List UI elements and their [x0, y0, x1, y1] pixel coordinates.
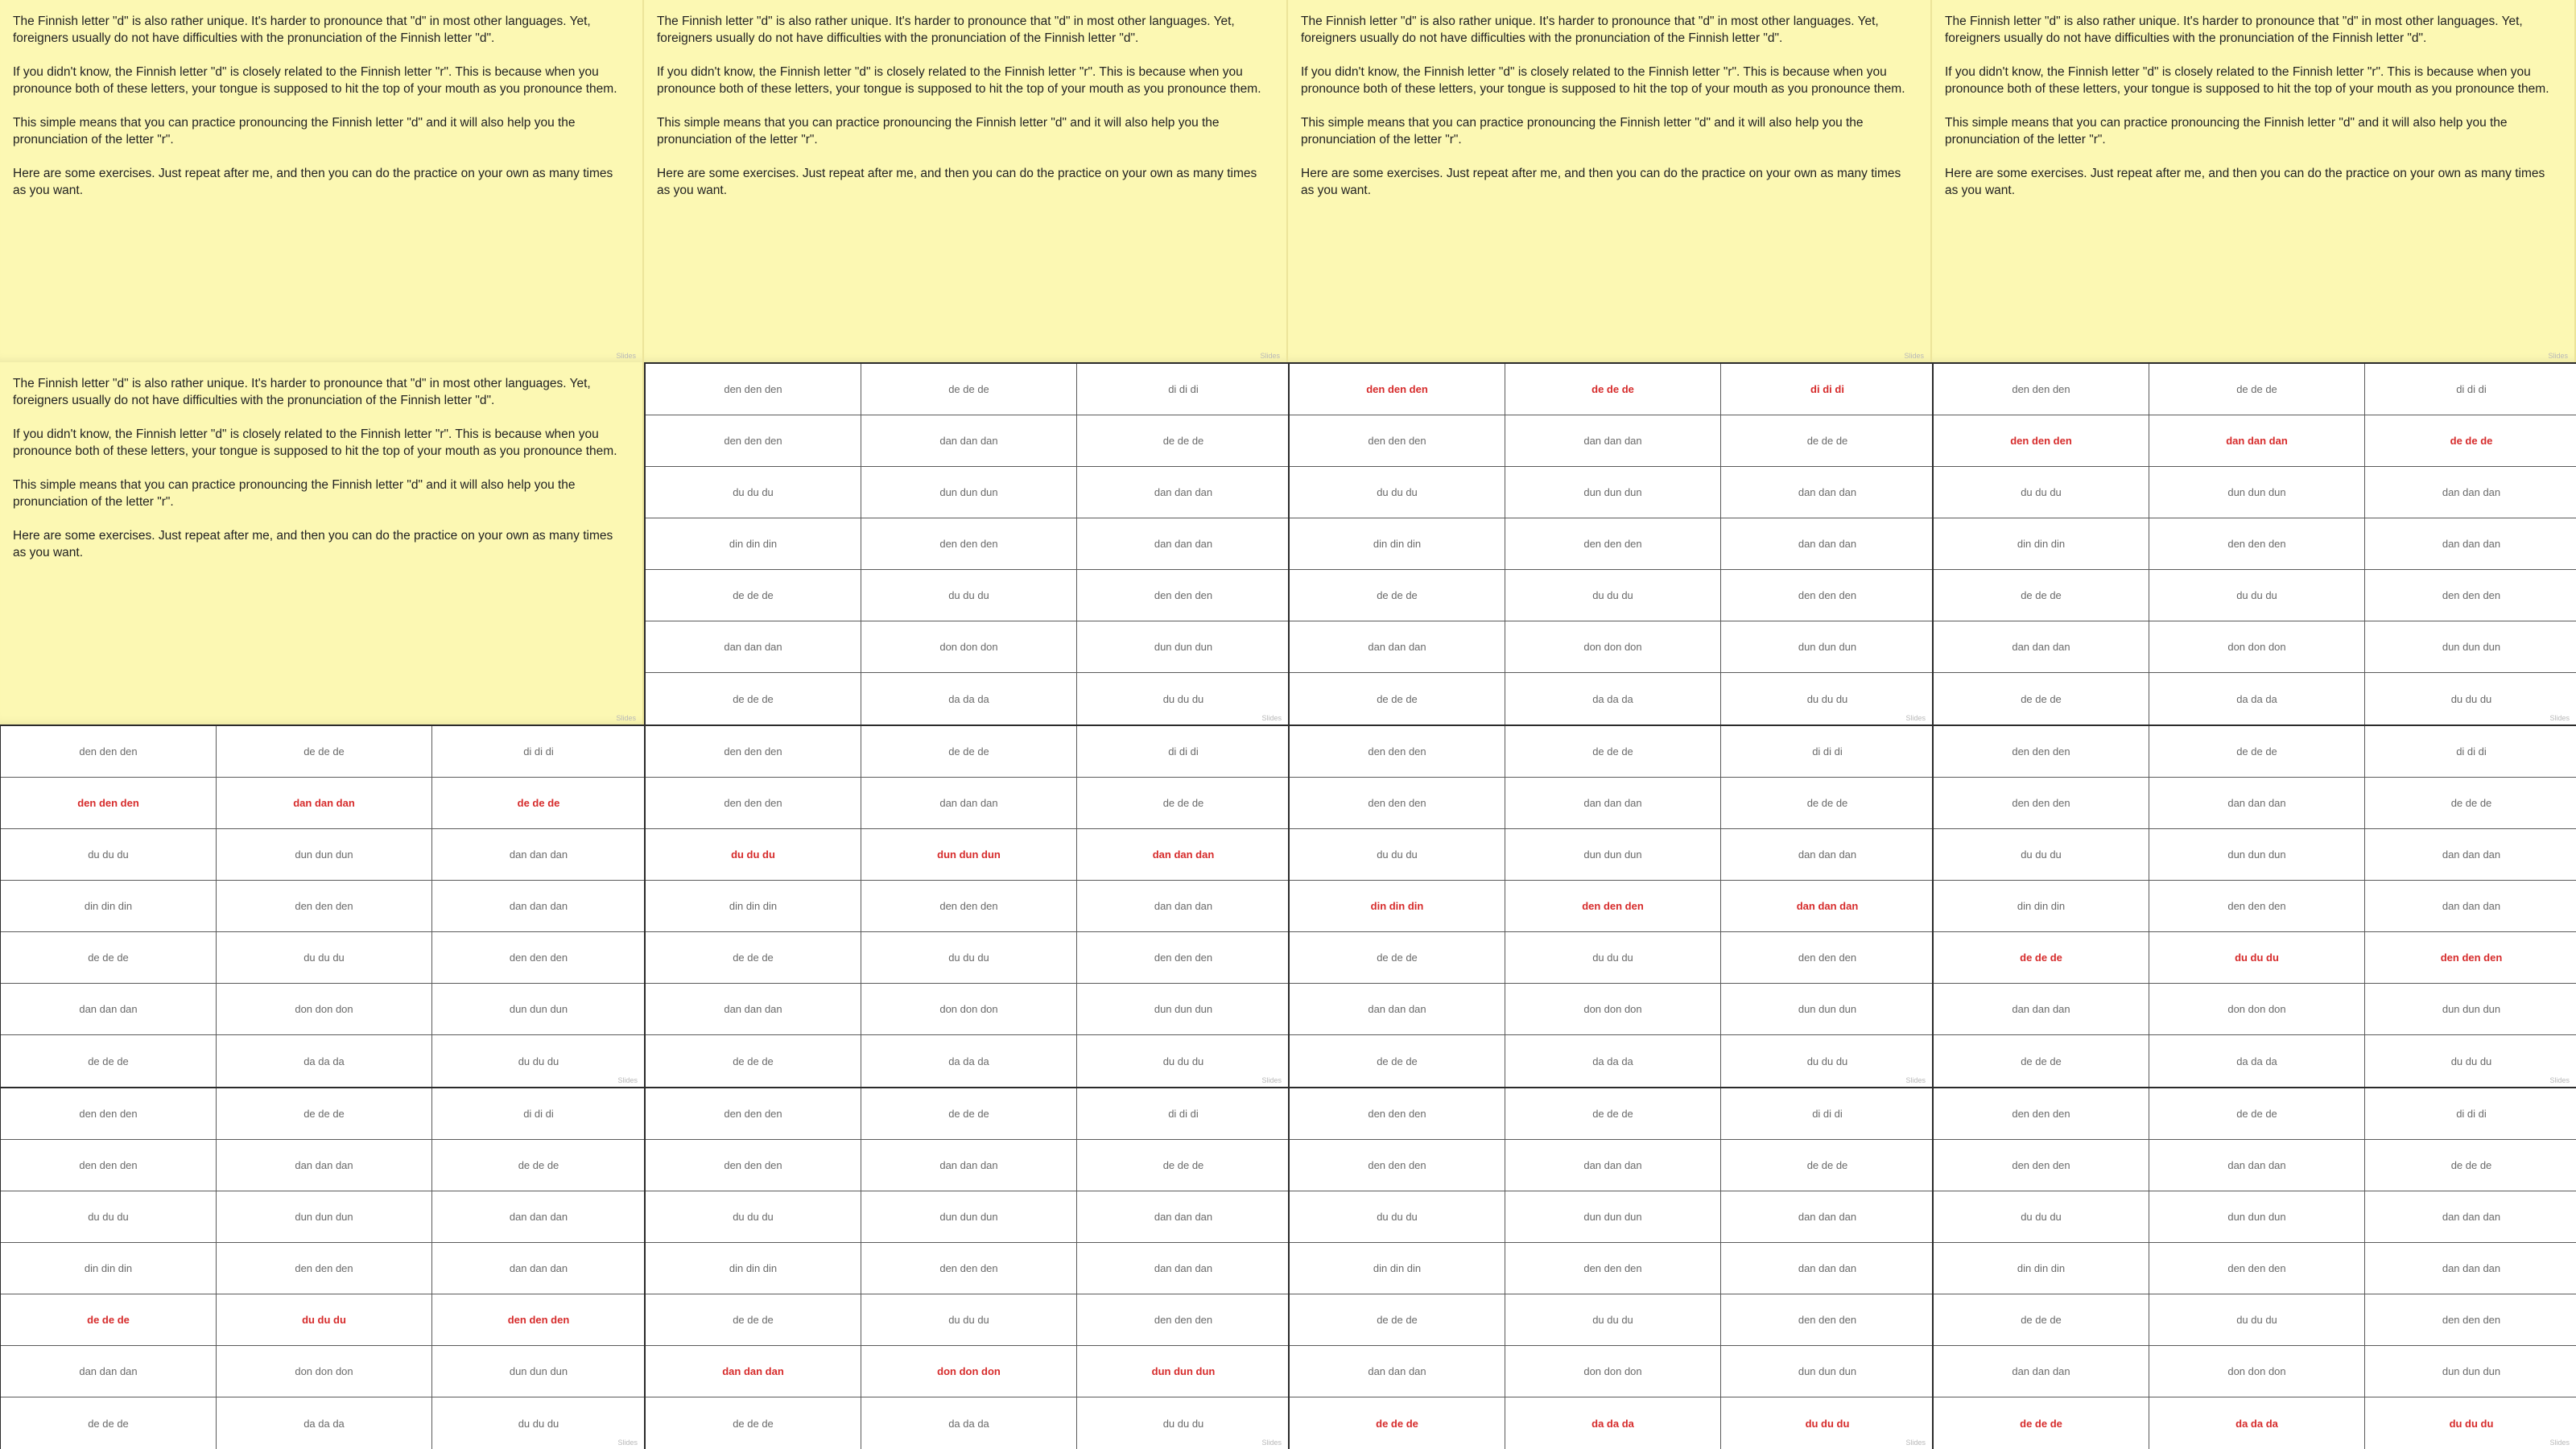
syllable-table [1, 726, 644, 1087]
table-cell: dun dun dun [2365, 1346, 2576, 1397]
table-slide-thumbnail[interactable] [1288, 362, 1932, 724]
table-cell: din din din [646, 518, 861, 570]
table-cell: da da da [2149, 1397, 2365, 1449]
table-cell: du du du [518, 1417, 559, 1430]
table-cell: de de de [1077, 1140, 1288, 1191]
table-cell: dun dun dun [2365, 621, 2576, 673]
note-text: The Finnish letter "d" is also rather unique. It's harder to pronounce that "d" in most other languages. Yet, foreigners usually do not have difficulties with the pronunciation of the Finnish letter "d". If you didn't know, the Finnish letter "d" is closely related to the Finnish letter "r". This is because when you pronounce both of these letters, your tongue is supposed to hit the top of your mouth as you pronounce them. This simple means that you can practice pronouncing the Finnish letter "d" and it will also help you the pronunciation of the letter "r". Here are some exercises. Just repeat after me, and then you can do the practice on your own as many times as you want. [1301, 14, 1905, 197]
table-cell: de de de [1290, 1294, 1505, 1346]
table-cell: du du du [217, 1294, 432, 1346]
table-cell: de de de [1290, 1035, 1505, 1087]
table-cell: du du du [1934, 1191, 2149, 1243]
table-slide-thumbnail[interactable] [1932, 1087, 2576, 1449]
table-cell: da da da [1505, 1035, 1721, 1087]
table-cell: dan dan dan [1721, 881, 1932, 932]
table-cell: de de de [2149, 1088, 2365, 1140]
table-cell: dan dan dan [1505, 778, 1721, 829]
table-cell: den den den [1934, 778, 2149, 829]
table-cell: da da da [861, 673, 1077, 724]
syllable-table [646, 364, 1288, 724]
table-cell: don don don [2149, 621, 2365, 673]
table-slide-thumbnail[interactable] [644, 362, 1288, 724]
table-cell: dun dun dun [1077, 984, 1288, 1035]
table-cell: dun dun dun [861, 467, 1077, 518]
table-cell: du du du [1290, 467, 1505, 518]
table-cell: da da da [217, 1035, 432, 1087]
table-cell: dan dan dan [2365, 1191, 2576, 1243]
table-cell: dan dan dan [1290, 984, 1505, 1035]
table-cell: de de de [217, 726, 432, 778]
table-cell: dan dan dan [1, 1346, 217, 1397]
table-cell: don don don [2149, 1346, 2365, 1397]
table-cell: dan dan dan [1934, 1346, 2149, 1397]
table-cell: de de de [2365, 1140, 2576, 1191]
table-cell: di di di [432, 726, 644, 778]
watermark-label: Slides [2548, 352, 2568, 360]
table-cell: den den den [2149, 881, 2365, 932]
table-cell: dan dan dan [1077, 467, 1288, 518]
table-cell: din din din [646, 1243, 861, 1294]
syllable-table [1, 1088, 644, 1449]
table-cell: da da da [1505, 673, 1721, 724]
table-cell: de de de [1721, 778, 1932, 829]
table-cell: dun dun dun [1077, 1346, 1288, 1397]
table-slide-thumbnail[interactable] [644, 724, 1288, 1087]
table-cell: den den den [1, 778, 217, 829]
table-cell: den den den [2365, 570, 2576, 621]
table-cell: de de de [1934, 1035, 2149, 1087]
table-cell: dan dan dan [432, 1191, 644, 1243]
watermark-label: Slides [1261, 714, 1282, 722]
table-cell: den den den [646, 726, 861, 778]
table-cell: de de de [1, 1035, 217, 1087]
table-cell: de de de [1077, 778, 1288, 829]
table-cell: de de de [1934, 570, 2149, 621]
table-cell: den den den [1, 1088, 217, 1140]
watermark-label: Slides [1261, 1439, 1282, 1447]
syllable-table [1934, 364, 2576, 724]
table-cell: du du du [1162, 692, 1204, 705]
syllable-table [1290, 1088, 1932, 1449]
table-cell: dan dan dan [1721, 1191, 1932, 1243]
table-cell: de de de [1934, 1294, 2149, 1346]
table-cell: den den den [1290, 1140, 1505, 1191]
note-slide-thumbnail[interactable] [0, 362, 644, 724]
table-cell: di di di [432, 1088, 644, 1140]
syllable-table [1934, 726, 2576, 1087]
table-cell: dan dan dan [2365, 467, 2576, 518]
table-cell: den den den [646, 778, 861, 829]
table-cell: de de de [1290, 570, 1505, 621]
table-cell: din din din [1934, 881, 2149, 932]
table-cell: di di di [1721, 1088, 1932, 1140]
table-cell: du du du [1934, 829, 2149, 881]
table-cell: di di di [1721, 364, 1932, 415]
table-cell: den den den [1290, 778, 1505, 829]
watermark-label: Slides [1905, 1439, 1926, 1447]
table-cell: de de de [1505, 1088, 1721, 1140]
table-cell: du du du [217, 932, 432, 984]
table-slide-thumbnail[interactable] [1288, 724, 1932, 1087]
table-cell: de de de [432, 1140, 644, 1191]
note-text: The Finnish letter "d" is also rather unique. It's harder to pronounce that "d" in most other languages. Yet, foreigners usually do not have difficulties with the pronunciation of the Finnish letter "d". If you didn't know, the Finnish letter "d" is closely related to the Finnish letter "r". This is because when you pronounce both of these letters, your tongue is supposed to hit the top of your mouth as you pronounce them. This simple means that you can practice pronouncing the Finnish letter "d" and it will also help you the pronunciation of the letter "r". Here are some exercises. Just repeat after me, and then you can do the practice on your own as many times as you want. [13, 377, 617, 559]
table-cell: dun dun dun [1721, 621, 1932, 673]
syllable-table [646, 726, 1288, 1087]
table-cell: don don don [861, 984, 1077, 1035]
table-cell: den den den [1505, 881, 1721, 932]
table-cell: dun dun dun [2149, 467, 2365, 518]
table-cell: din din din [1290, 518, 1505, 570]
table-cell: de de de [1505, 364, 1721, 415]
table-cell: du du du [2450, 692, 2492, 705]
table-cell: dan dan dan [646, 1346, 861, 1397]
table-cell: de de de [646, 673, 861, 724]
table-cell: de de de [1934, 1397, 2149, 1449]
table-slide-thumbnail[interactable] [644, 1087, 1288, 1449]
table-cell: du du du [1290, 1191, 1505, 1243]
table-cell: dan dan dan [2365, 829, 2576, 881]
table-cell: de de de [1721, 415, 1932, 467]
table-cell: den den den [2365, 932, 2576, 984]
table-cell: don don don [2149, 984, 2365, 1035]
table-cell: du du du [1, 1191, 217, 1243]
table-slide-thumbnail[interactable] [0, 1087, 644, 1449]
table-cell: dun dun dun [432, 984, 644, 1035]
watermark-label: Slides [1905, 1076, 1926, 1084]
table-cell: dan dan dan [1077, 518, 1288, 570]
table-cell: dan dan dan [1721, 467, 1932, 518]
table-cell: de de de [646, 570, 861, 621]
table-cell: de de de [2365, 415, 2576, 467]
table-cell: dun dun dun [1505, 467, 1721, 518]
table-cell: dun dun dun [861, 1191, 1077, 1243]
table-cell: dan dan dan [646, 984, 861, 1035]
table-cell: di di di [1077, 1088, 1288, 1140]
table-cell: dan dan dan [1290, 1346, 1505, 1397]
table-cell: din din din [646, 881, 861, 932]
table-cell: dan dan dan [1077, 1243, 1288, 1294]
table-cell: din din din [1, 1243, 217, 1294]
table-cell: dan dan dan [1505, 415, 1721, 467]
table-cell: dan dan dan [1721, 1243, 1932, 1294]
table-cell: di di di [1721, 726, 1932, 778]
table-cell: den den den [1, 1140, 217, 1191]
table-cell: den den den [2149, 1243, 2365, 1294]
table-cell: den den den [861, 1243, 1077, 1294]
table-cell: di di di [2365, 726, 2576, 778]
table-slide-thumbnail[interactable] [0, 724, 644, 1087]
watermark-label: Slides [1261, 1076, 1282, 1084]
table-cell: don don don [217, 1346, 432, 1397]
table-cell: dun dun dun [1505, 1191, 1721, 1243]
table-cell: dan dan dan [432, 1243, 644, 1294]
table-cell: du du du [1806, 1055, 1848, 1067]
table-cell: du du du [1162, 1055, 1204, 1067]
table-cell: dan dan dan [1721, 829, 1932, 881]
table-cell: dan dan dan [1077, 829, 1288, 881]
table-cell: du du du [646, 829, 861, 881]
table-cell: den den den [1505, 1243, 1721, 1294]
table-cell: din din din [1290, 1243, 1505, 1294]
table-cell: den den den [1721, 1294, 1932, 1346]
table-cell: den den den [1290, 415, 1505, 467]
table-cell: den den den [1934, 1140, 2149, 1191]
table-cell: dan dan dan [432, 829, 644, 881]
table-cell: den den den [1077, 1294, 1288, 1346]
table-cell: da da da [1505, 1397, 1721, 1449]
table-cell: du du du [1, 829, 217, 881]
table-cell: dan dan dan [2149, 415, 2365, 467]
table-cell: du du du [861, 932, 1077, 984]
table-cell: din din din [1, 881, 217, 932]
table-cell: den den den [2365, 1294, 2576, 1346]
table-cell: dan dan dan [217, 778, 432, 829]
note-slide-thumbnail[interactable] [0, 0, 644, 362]
table-cell: da da da [2149, 1035, 2365, 1087]
table-cell: dan dan dan [1077, 1191, 1288, 1243]
table-cell: dan dan dan [1721, 518, 1932, 570]
watermark-label: Slides [2549, 1076, 2570, 1084]
table-cell: den den den [861, 518, 1077, 570]
table-cell: den den den [646, 1140, 861, 1191]
table-cell: don don don [217, 984, 432, 1035]
note-slide-thumbnail[interactable] [644, 0, 1288, 362]
note-text: The Finnish letter "d" is also rather unique. It's harder to pronounce that "d" in most other languages. Yet, foreigners usually do not have difficulties with the pronunciation of the Finnish letter "d". If you didn't know, the Finnish letter "d" is closely related to the Finnish letter "r". This is because when you pronounce both of these letters, your tongue is supposed to hit the top of your mouth as you pronounce them. This simple means that you can practice pronouncing the Finnish letter "d" and it will also help you the pronunciation of the letter "r". Here are some exercises. Just repeat after me, and then you can do the practice on your own as many times as you want. [657, 14, 1261, 197]
table-cell: dan dan dan [1077, 881, 1288, 932]
table-cell: de de de [1290, 932, 1505, 984]
table-cell: de de de [217, 1088, 432, 1140]
table-cell: di di di [1077, 726, 1288, 778]
table-cell: den den den [217, 881, 432, 932]
table-cell: du du du [646, 1191, 861, 1243]
table-cell: den den den [1934, 364, 2149, 415]
table-cell: de de de [1, 932, 217, 984]
table-cell: din din din [1290, 881, 1505, 932]
note-text: The Finnish letter "d" is also rather unique. It's harder to pronounce that "d" in most other languages. Yet, foreigners usually do not have difficulties with the pronunciation of the Finnish letter "d". If you didn't know, the Finnish letter "d" is closely related to the Finnish letter "r". This is because when you pronounce both of these letters, your tongue is supposed to hit the top of your mouth as you pronounce them. This simple means that you can practice pronouncing the Finnish letter "d" and it will also help you the pronunciation of the letter "r". Here are some exercises. Just repeat after me, and then you can do the practice on your own as many times as you want. [13, 14, 617, 197]
table-cell: den den den [2149, 518, 2365, 570]
table-cell: du du du [2449, 1417, 2494, 1430]
table-cell: du du du [646, 467, 861, 518]
table-cell: da da da [861, 1397, 1077, 1449]
table-cell: don don don [1505, 984, 1721, 1035]
table-cell: dun dun dun [861, 829, 1077, 881]
table-cell: dan dan dan [2365, 518, 2576, 570]
table-cell: de de de [1721, 1140, 1932, 1191]
table-cell: du du du [861, 1294, 1077, 1346]
table-cell: de de de [861, 726, 1077, 778]
table-cell: dan dan dan [646, 621, 861, 673]
table-cell: de de de [2149, 364, 2365, 415]
table-cell: de de de [646, 932, 861, 984]
table-cell: du du du [1934, 467, 2149, 518]
table-cell: du du du [1805, 1417, 1850, 1430]
table-cell: du du du [1505, 932, 1721, 984]
table-cell: da da da [2149, 673, 2365, 724]
table-cell: don don don [861, 621, 1077, 673]
table-cell: de de de [1505, 726, 1721, 778]
table-cell: de de de [1077, 415, 1288, 467]
table-cell: dun dun dun [217, 829, 432, 881]
table-cell: den den den [1934, 726, 2149, 778]
table-cell: di di di [2365, 364, 2576, 415]
table-cell: dan dan dan [2149, 1140, 2365, 1191]
table-cell: de de de [1290, 673, 1505, 724]
table-cell: dun dun dun [217, 1191, 432, 1243]
table-cell: dan dan dan [2149, 778, 2365, 829]
table-cell: de de de [1, 1397, 217, 1449]
table-cell: du du du [518, 1055, 559, 1067]
table-cell: den den den [217, 1243, 432, 1294]
note-slide-thumbnail[interactable] [1932, 0, 2576, 362]
table-cell: du du du [1505, 570, 1721, 621]
watermark-label: Slides [1904, 352, 1924, 360]
table-cell: den den den [1077, 570, 1288, 621]
watermark-label: Slides [2549, 714, 2570, 722]
table-cell: den den den [1290, 1088, 1505, 1140]
table-cell: du du du [2149, 932, 2365, 984]
table-cell: dun dun dun [2149, 1191, 2365, 1243]
table-slide-thumbnail[interactable] [1932, 724, 2576, 1087]
table-cell: dan dan dan [217, 1140, 432, 1191]
table-cell: dan dan dan [861, 1140, 1077, 1191]
table-cell: de de de [2149, 726, 2365, 778]
table-cell: du du du [2450, 1055, 2492, 1067]
table-cell: den den den [432, 932, 644, 984]
table-cell: de de de [2365, 778, 2576, 829]
table-cell: de de de [646, 1294, 861, 1346]
table-cell: den den den [1077, 932, 1288, 984]
table-cell: dan dan dan [2365, 881, 2576, 932]
table-cell: de de de [1290, 1397, 1505, 1449]
watermark-label: Slides [1260, 352, 1280, 360]
table-cell: de de de [1934, 932, 2149, 984]
table-cell: dun dun dun [1721, 1346, 1932, 1397]
table-cell: dan dan dan [1290, 621, 1505, 673]
table-cell: du du du [2149, 570, 2365, 621]
table-cell: dan dan dan [1934, 984, 2149, 1035]
table-cell: den den den [1934, 415, 2149, 467]
watermark-label: Slides [2549, 1439, 2570, 1447]
table-cell: don don don [1505, 1346, 1721, 1397]
table-cell: den den den [1290, 726, 1505, 778]
table-cell: da da da [217, 1397, 432, 1449]
table-cell: du du du [1162, 1417, 1204, 1430]
table-cell: dun dun dun [432, 1346, 644, 1397]
table-cell: du du du [2149, 1294, 2365, 1346]
table-cell: de de de [646, 1035, 861, 1087]
table-cell: dan dan dan [1, 984, 217, 1035]
note-slide-thumbnail[interactable] [1288, 0, 1932, 362]
syllable-table [1290, 726, 1932, 1087]
watermark-label: Slides [616, 714, 636, 722]
table-cell: dan dan dan [1505, 1140, 1721, 1191]
table-cell: den den den [1721, 570, 1932, 621]
table-cell: dun dun dun [1077, 621, 1288, 673]
table-cell: den den den [646, 415, 861, 467]
syllable-table [1934, 1088, 2576, 1449]
table-cell: don don don [861, 1346, 1077, 1397]
watermark-label: Slides [617, 1076, 638, 1084]
table-cell: dan dan dan [1934, 621, 2149, 673]
table-cell: den den den [1721, 932, 1932, 984]
watermark-label: Slides [1905, 714, 1926, 722]
table-cell: di di di [2365, 1088, 2576, 1140]
table-cell: dun dun dun [1505, 829, 1721, 881]
table-cell: den den den [1, 726, 217, 778]
table-cell: de de de [1934, 673, 2149, 724]
table-cell: du du du [861, 570, 1077, 621]
table-cell: din din din [1934, 1243, 2149, 1294]
table-cell: den den den [861, 881, 1077, 932]
table-cell: da da da [861, 1035, 1077, 1087]
table-slide-thumbnail[interactable] [1288, 1087, 1932, 1449]
table-slide-thumbnail[interactable] [1932, 362, 2576, 724]
table-cell: dun dun dun [2149, 829, 2365, 881]
table-cell: din din din [1934, 518, 2149, 570]
syllable-table [646, 1088, 1288, 1449]
table-cell: den den den [432, 1294, 644, 1346]
table-cell: don don don [1505, 621, 1721, 673]
table-cell: de de de [861, 364, 1077, 415]
table-cell: dun dun dun [2365, 984, 2576, 1035]
table-cell: den den den [646, 1088, 861, 1140]
table-cell: du du du [1290, 829, 1505, 881]
table-cell: dun dun dun [1721, 984, 1932, 1035]
table-cell: den den den [1934, 1088, 2149, 1140]
table-cell: den den den [1505, 518, 1721, 570]
table-cell: di di di [1077, 364, 1288, 415]
table-cell: de de de [1, 1294, 217, 1346]
note-text: The Finnish letter "d" is also rather unique. It's harder to pronounce that "d" in most other languages. Yet, foreigners usually do not have difficulties with the pronunciation of the Finnish letter "d". If you didn't know, the Finnish letter "d" is closely related to the Finnish letter "r". This is because when you pronounce both of these letters, your tongue is supposed to hit the top of your mouth as you pronounce them. This simple means that you can practice pronouncing the Finnish letter "d" and it will also help you the pronunciation of the letter "r". Here are some exercises. Just repeat after me, and then you can do the practice on your own as many times as you want. [1945, 14, 2549, 197]
watermark-label: Slides [616, 352, 636, 360]
syllable-table [1290, 364, 1932, 724]
table-cell: de de de [861, 1088, 1077, 1140]
table-cell: den den den [646, 364, 861, 415]
table-cell: de de de [646, 1397, 861, 1449]
watermark-label: Slides [617, 1439, 638, 1447]
table-cell: du du du [1505, 1294, 1721, 1346]
table-cell: dan dan dan [861, 415, 1077, 467]
table-cell: den den den [1290, 364, 1505, 415]
table-cell: de de de [432, 778, 644, 829]
table-cell: dan dan dan [861, 778, 1077, 829]
table-cell: dan dan dan [2365, 1243, 2576, 1294]
table-cell: du du du [1806, 692, 1848, 705]
table-cell: dan dan dan [432, 881, 644, 932]
